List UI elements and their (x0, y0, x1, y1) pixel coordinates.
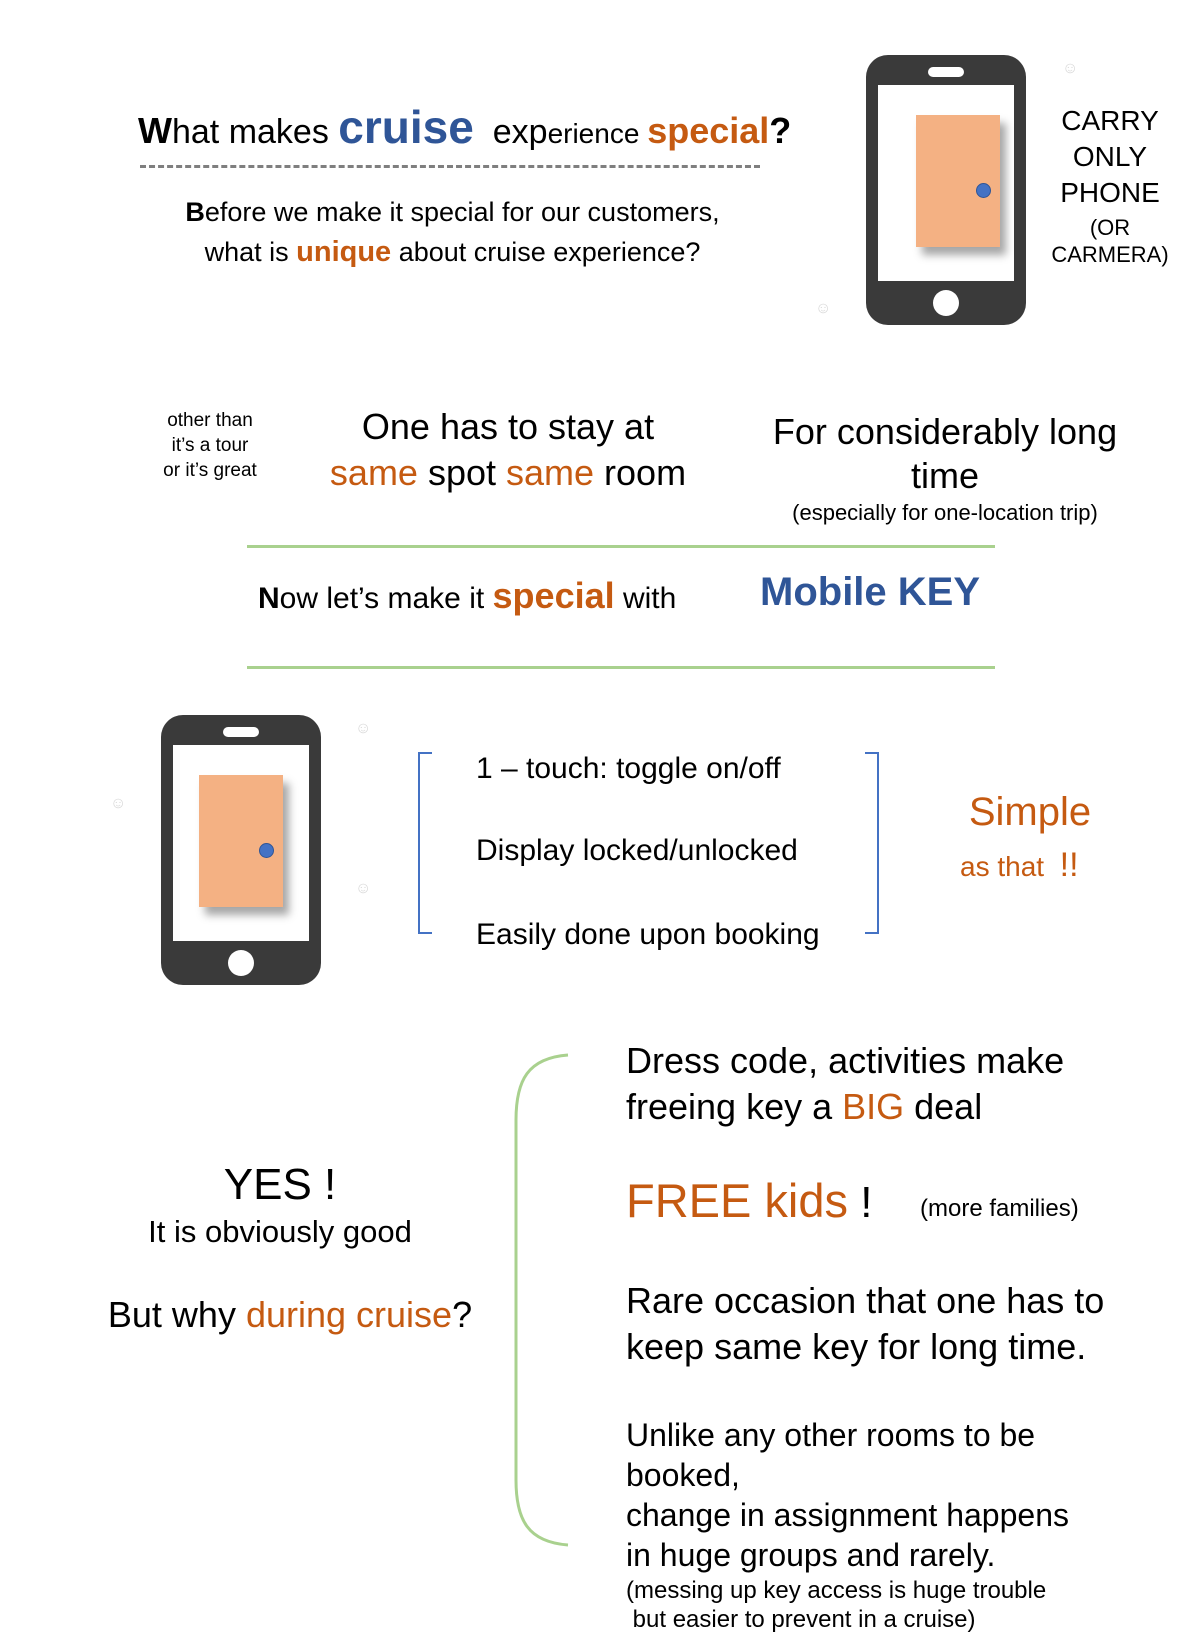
door-knob (259, 843, 274, 858)
phone-icon (866, 55, 1026, 325)
divider-top (247, 545, 995, 548)
phone-screen (173, 745, 309, 941)
door-knob (976, 183, 991, 198)
key-access-note: (messing up key access is huge trouble but easier to prevent in a cruise) (626, 1577, 1047, 1633)
phone-screen (878, 85, 1014, 281)
yes-heading: YES ! (223, 1160, 337, 1209)
phone-home-button (228, 950, 254, 976)
watermark-icon: ☺ (355, 720, 372, 737)
long-time-statement: For considerably long time (772, 411, 1118, 496)
phone-home-button (933, 290, 959, 316)
divider-bottom (247, 666, 995, 669)
title-underline (140, 165, 760, 168)
feature-item: Display locked/unlocked (476, 834, 798, 867)
simple-label: Simple (968, 790, 1092, 834)
watermark-icon: ☺ (815, 300, 832, 317)
long-time-note: (especially for one-location trip) (792, 500, 1098, 525)
watermark-icon: ☺ (355, 880, 372, 897)
unique-word: unique (296, 236, 392, 268)
reason-dress-code: Dress code, activities make freeing key a BIG deal (626, 1040, 1065, 1127)
reason-free-kids: FREE kids ! (626, 1174, 873, 1227)
curly-brace (508, 1050, 578, 1550)
phone-speaker (928, 67, 964, 77)
carry-note: CARRY ONLY PHONE (1060, 105, 1160, 208)
carry-note-sub: (OR CARMERA) (1051, 215, 1169, 267)
phone-speaker (223, 727, 259, 737)
simple-sub-label: as that !! (960, 846, 1079, 884)
watermark-icon: ☺ (1062, 60, 1079, 77)
door-icon (916, 115, 1000, 247)
feature-item: 1 – touch: toggle on/off (476, 752, 781, 785)
page-title: What makes cruise experience special? (138, 101, 792, 153)
why-cruise: But why during cruise? (107, 1294, 473, 1335)
free-kids-note: (more families) (920, 1195, 1079, 1222)
other-than-note: other than it’s a tour or it’s great (163, 410, 257, 481)
title-special: special (647, 110, 770, 151)
mobile-key-title: Mobile KEY (760, 570, 981, 614)
obviously-good: It is obviously good (148, 1214, 412, 1249)
bracket-left (418, 752, 432, 934)
subtitle: Before we make it special for our customers, what is unique about cruise experience? (185, 197, 720, 268)
reason-unlike-rooms: Unlike any other rooms to be booked, change in assignment happens in huge groups and rarely. (626, 1417, 1069, 1573)
bracket-right (865, 752, 879, 934)
mobile-key-intro: Now let’s make it special with (258, 575, 677, 616)
title-cruise: cruise (338, 101, 474, 153)
watermark-icon: ☺ (110, 795, 127, 812)
reason-rare-occasion: Rare occasion that one has to keep same key for long time. (626, 1280, 1105, 1367)
phone-icon (161, 715, 321, 985)
door-icon (199, 775, 283, 907)
feature-item: Easily done upon booking (476, 918, 820, 951)
stay-statement: One has to stay at same spot same room (329, 406, 687, 493)
